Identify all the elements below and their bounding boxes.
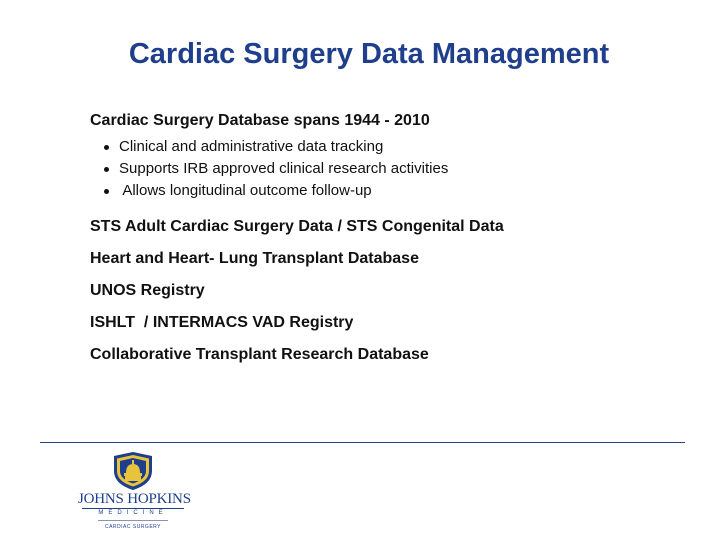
bullet-list	[90, 136, 448, 202]
logo-name: JOHNS HOPKINS	[78, 491, 191, 507]
slide-title: Cardiac Surgery Data Management	[128, 38, 610, 70]
bullet-item	[90, 136, 448, 158]
collaborative-database-item: Collaborative Transplant Research Database	[90, 346, 429, 363]
logo-divider	[82, 508, 184, 509]
logo-subtitle: MEDICINE	[98, 510, 168, 516]
bullet-text: Supports IRB approved clinical research activities	[119, 160, 449, 177]
bullet-icon	[104, 145, 109, 150]
bullet-text: Clinical and administrative data tracking	[119, 138, 384, 155]
logo-divider	[98, 520, 168, 521]
bullet-text: Allows longitudinal outcome follow-up	[119, 182, 372, 199]
unos-registry-item: UNOS Registry	[90, 282, 205, 299]
bullet-item	[90, 158, 448, 180]
footer-divider	[40, 442, 685, 443]
logo-department: CARDIAC SURGERY	[104, 524, 162, 530]
bullet-item	[90, 180, 448, 202]
hopkins-logo	[78, 451, 191, 537]
bullet-icon	[104, 189, 109, 194]
transplant-database-item: Heart and Heart- Lung Transplant Database	[90, 250, 419, 267]
sts-data-item: STS Adult Cardiac Surgery Data / STS Congenital Data	[90, 218, 504, 235]
hopkins-dome-shield-icon	[111, 451, 155, 491]
ishlt-intermacs-item: ISHLT / INTERMACS VAD Registry	[90, 314, 354, 331]
database-span-line: Cardiac Surgery Database spans 1944 - 2010	[90, 112, 430, 129]
bullet-icon	[104, 167, 109, 172]
